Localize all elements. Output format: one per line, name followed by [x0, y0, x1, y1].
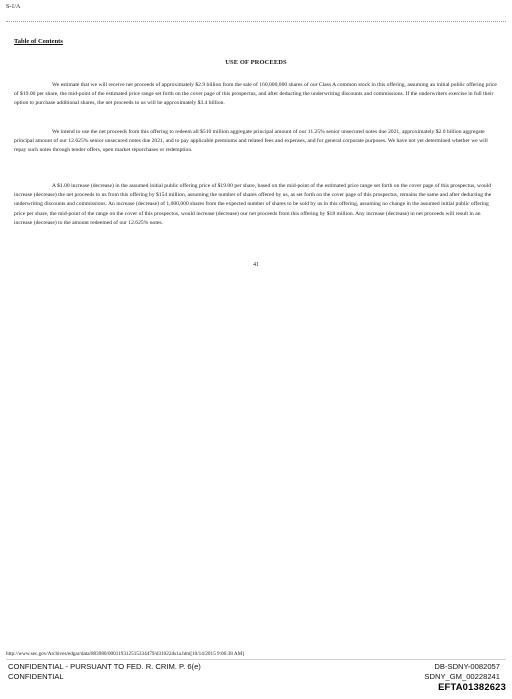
source-url: http://www.sec.gov/Archives/edgar/data/883980/000119312515334479/d31022ds1a.htm[10/14/2015 9:06:38 AM]: [6, 651, 244, 657]
table-of-contents-link[interactable]: Table of Contents: [14, 38, 63, 45]
form-label: S-1/A: [6, 4, 21, 10]
paragraph-net-proceeds: We estimate that we will receive net proceeds of approximately $2.9 billion from the sale of 160,000,000 shares of our Class A common stock in this offering, assuming an initial public offering price of $19.00 per share, the mid-point of the estimated price range set forth on the cover page of this prospectus, and after deducting the underwriting discounts and commissions. If the underwriters exercise in full their option to purchase additional shares, the net proceeds to us will be approximately $3.4 billion.: [14, 82, 497, 107]
confidential-notice: CONFIDENTIAL - PURSUANT TO FED. R. CRIM. P. 6(e): [8, 662, 201, 671]
section-title: USE OF PROCEEDS: [225, 59, 287, 66]
paragraph-sensitivity: A $1.00 increase (decrease) in the assumed initial public offering price of $19.00 per share, based on the mid-point of the estimated price range set forth on the cover page of this prospectus, would increase (decrease) the net proceeds to us from this offering by $154 million, assuming the number of shares offered by us, as set forth on the cover page of this prospectus, remains the same and after deducting the underwriting discounts and commissions. An increase (decrease) of 1,000,000 shares from the expected number of shares to be sold by us in this offering, assuming no change in the assumed initial public offering price per share, the mid-point of the range on the cover of this prospectus, would increase (decrease) our net proceeds from this offering by $18 million. Any increase (decrease) in net proceeds will result in an increase (decrease) to the amount redeemed of our 12.625% notes.: [14, 183, 492, 226]
bates-number-sdny: SDNY_GM_00228241: [424, 672, 500, 681]
confidential-label: CONFIDENTIAL: [8, 672, 64, 681]
footer-divider: [6, 659, 506, 660]
efta-stamp: EFTA01382623: [438, 681, 506, 692]
page-number: 41: [253, 262, 259, 268]
top-divider: [6, 21, 506, 22]
bates-number-db: DB-SDNY-0082057: [434, 662, 500, 671]
paragraph-use-of-funds: We intend to use the net proceeds from this offering to redeem all $510 million aggregate principal amount of our 11.25% senior unsecured notes due 2021, approximately $2.0 billion aggregate principal amount of our 12.625% senior unsecured notes due 2021, and to pay applicable premiums and related fees and expenses, and for general corporate purposes. We have not yet determined whether we will repay such notes through tender offers, open market repurchases or redemption.: [14, 129, 488, 154]
